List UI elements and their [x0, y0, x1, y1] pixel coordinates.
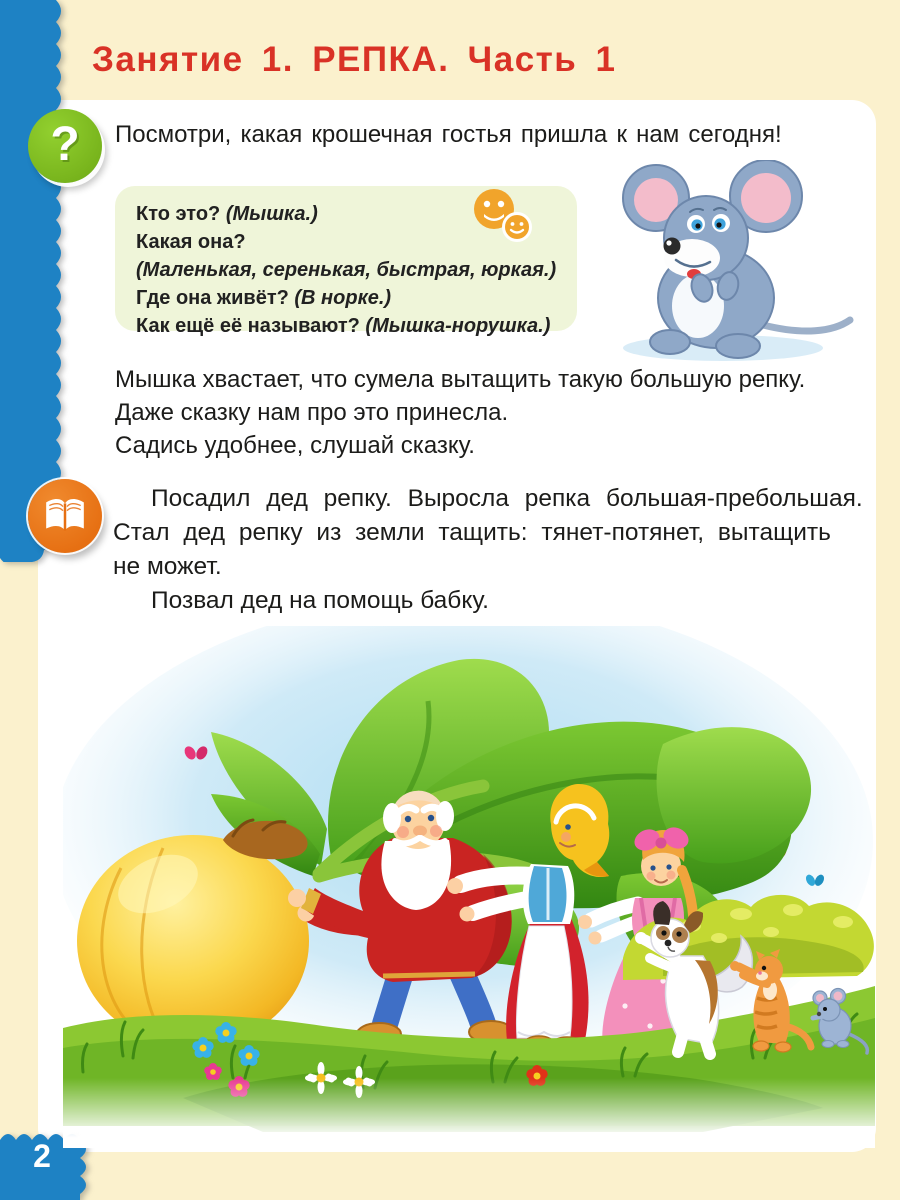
question-line: Как ещё её называют? (Мышка-норушка.)	[136, 315, 551, 337]
story-line: не может.	[113, 553, 222, 580]
sidebar-blue-band	[0, 0, 70, 562]
intro-text: Посмотри, какая крошечная гостья пришла к нам сегодня!	[115, 121, 782, 148]
story-line: Стал дед репку из земли тащить: тянет-потянет, вытащить	[113, 519, 831, 546]
open-book-glyph	[42, 496, 88, 536]
question-mark-icon	[28, 109, 102, 183]
story-block	[113, 482, 861, 618]
open-book-icon	[28, 479, 102, 553]
question-line: (Маленькая, серенькая, быстрая, юркая.)	[136, 259, 557, 281]
grass-fade	[63, 1078, 875, 1148]
mouse-illustration	[598, 160, 860, 368]
question-line: Кто это? (Мышка.)	[136, 203, 318, 225]
question-line: Где она живёт? (В норке.)	[136, 287, 392, 309]
page-title: Занятие 1. РЕПКА. Часть 1	[92, 40, 617, 79]
question-box	[115, 186, 577, 337]
page-number: 2	[33, 1138, 51, 1174]
question-mark-glyph: ?	[50, 118, 80, 171]
paragraph-line: Садись удобнее, слушай сказку.	[115, 432, 475, 459]
mouse-tail	[763, 320, 850, 331]
paragraph-line: Даже сказку нам про это принесла.	[115, 399, 509, 426]
question-line: Какая она?	[136, 231, 246, 253]
smiley-faces-icon	[467, 176, 549, 248]
story-line: Посадил дед репку. Выросла репка большая-пребольшая.	[151, 485, 863, 512]
paragraph-line: Мышка хвастает, что сумела вытащить такую большую репку.	[115, 366, 806, 393]
story-line: Позвал дед на помощь бабку.	[151, 587, 489, 614]
paragraph-block	[115, 363, 805, 462]
repka-illustration	[63, 626, 875, 1148]
